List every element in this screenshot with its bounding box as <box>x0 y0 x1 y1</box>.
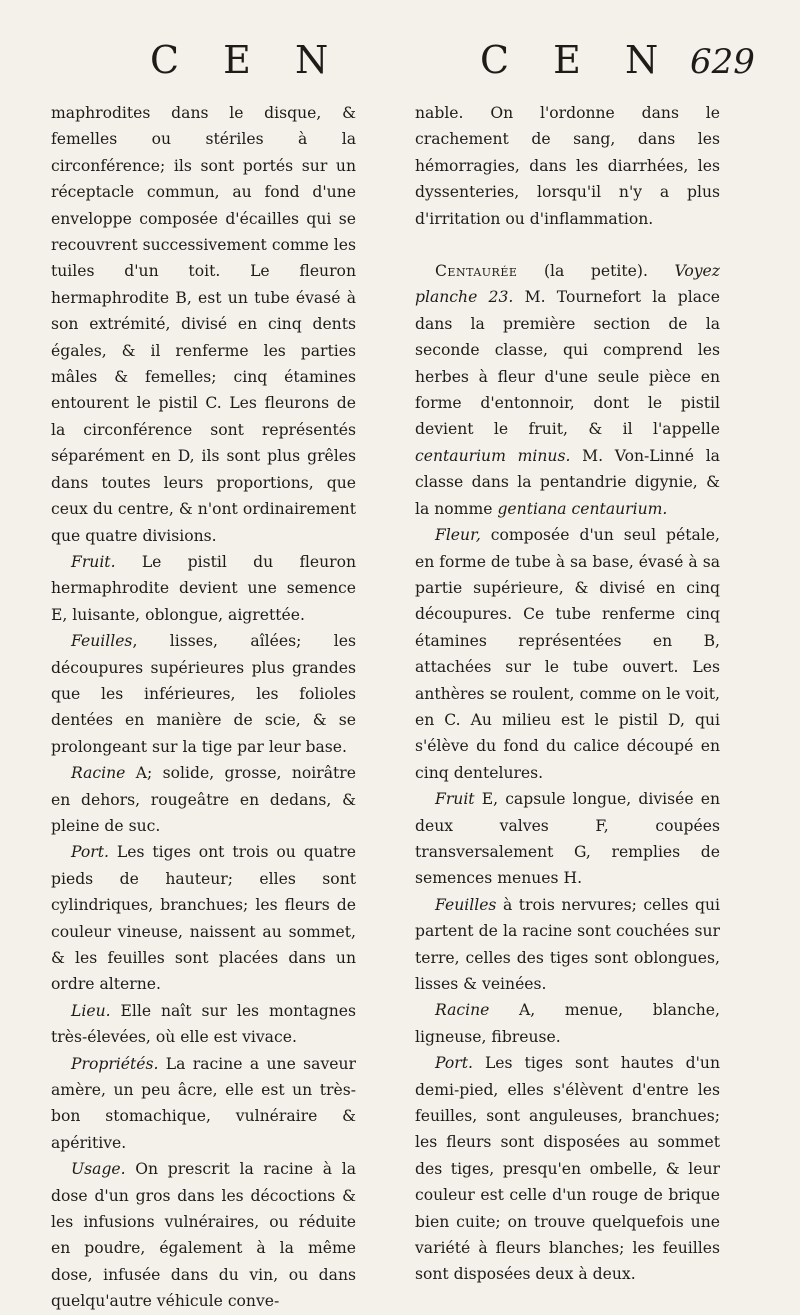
paragraph-lieu <box>51 998 356 1051</box>
paragraph-description-continued: maphrodites dans le disque, & femelles ou stériles à la circonférence; ils sont portés sur un réceptacle commun, au fond d'une enveloppe composée d'écailles qui se recouvrent successivement comme les tuiles d'un toit. Le fleuron hermaphrodite B, est un tube évasé à son extrémité, divisé en cinq dents égales, & il renferme les parties mâles & femelles; cinq étamines entourent le pistil C. Les fleurons de la circonférence sont représentés séparément en D, ils sont plus grêles dans toutes leurs proportions, que ceux du centre, & n'ont ordinairement que quatre divisions. <box>51 104 356 545</box>
text-feuilles-right: à trois nervures; celles qui partent de la racine sont couchées sur terre, celles des tiges sont oblongues, lisses & veinées. <box>415 895 720 993</box>
label-racine-right: Racine <box>435 1001 490 1020</box>
text-fruit-right: E, capsule longue, divisée en deux valves F, coupées transversalement G, remplies de semences menues H. <box>415 790 720 888</box>
text-port: Les tiges ont trois ou quatre pieds de hauteur; elles sont cylindriques, branchues; les fleurs de couleur vineuse, naissent au sommet, & les feuilles sont placées dans un ordre alterne. <box>51 843 356 994</box>
entry-title-rest: (la petite). <box>517 262 648 281</box>
label-fleur: Fleur, <box>435 526 481 545</box>
paragraph-proprietes <box>51 1051 356 1157</box>
paragraph-port-right <box>415 1050 720 1288</box>
label-lieu: Lieu. <box>71 1001 111 1020</box>
page-number: 629 <box>690 42 755 82</box>
header-left-word: C E N <box>150 38 345 82</box>
text-racine-right: A, menue, blanche, ligneuse, fibreuse. <box>415 1001 720 1046</box>
label-feuilles: Feuilles <box>71 632 133 651</box>
latin-name-1: centaurium minus. <box>415 446 571 465</box>
text-feuilles: , lisses, aîlées; les découpures supérieures plus grandes que les inférieures, les folioles dentées en manière de scie, & se prolongeant sur la tige par leur base. <box>51 632 356 756</box>
right-column <box>415 100 720 1288</box>
entry-text-2: M. Von-Linné la classe dans la pentandrie digynie, & la nomme <box>415 446 720 518</box>
left-column <box>51 100 356 1315</box>
text-lieu: Elle naît sur les montagnes très-élevées, où elle est vivace. <box>51 1001 356 1047</box>
paragraph-racine-right <box>415 997 720 1050</box>
label-feuilles-right: Feuilles <box>435 895 497 914</box>
text-proprietes: La racine a une saveur amère, un peu âcre, elle est un très-bon stomachique, vulnéraire & apéritive. <box>51 1054 356 1152</box>
text-fruit: Le pistil du fleuron hermaphrodite devient une semence E, luisante, oblongue, aigrettée. <box>51 552 356 624</box>
paragraph-usage <box>51 1156 356 1314</box>
paragraph-feuilles-right <box>415 892 720 998</box>
entry-title: Centaurée <box>435 262 518 281</box>
paragraph-usage-continued: nable. On l'ordonne dans le crachement de sang, dans les hémorragies, dans les diarrhées, les dyssenteries, lorsqu'il n'y a plus d'irritation ou d'inflammation. <box>415 104 720 228</box>
label-racine: Racine <box>71 764 126 783</box>
paragraph-fleur <box>415 522 720 786</box>
label-port: Port. <box>71 843 109 862</box>
plate-reference: Voyez planche 23. <box>415 262 720 307</box>
entry-text-1: M. Tournefort la place dans la première section de la seconde classe, qui comprend les herbes à fleur d'une seule pièce en forme d'entonnoir, dont le pistil devient le fruit, & il l'appelle <box>415 288 720 439</box>
entry-centauree <box>415 258 720 522</box>
text-port-right: Les tiges sont hautes d'un demi-pied, elles s'élèvent d'entre les feuilles, sont anguleuses, branchues; les fleurs sont disposées au sommet des tiges, presqu'en ombelle, & leur couleur est celle d'un rouge de brique bien cuite; on trouve quelquefois une variété à fleurs blanches; les feuilles sont disposées deux à deux. <box>415 1054 720 1284</box>
paragraph-fruit <box>51 549 356 628</box>
label-port-right: Port. <box>435 1054 473 1073</box>
paragraph-racine <box>51 760 356 839</box>
label-proprietes: Propriétés. <box>71 1054 159 1073</box>
paragraph-fruit-right <box>415 786 720 892</box>
text-usage: On prescrit la racine à la dose d'un gros dans les décoctions & les infusions vulnéraires, ou réduite en poudre, également à la même dose, infusée dans du vin, ou dans quelqu'autre véhicule conve- <box>51 1160 356 1311</box>
label-usage: Usage. <box>71 1160 126 1179</box>
text-racine: A; solide, grosse, noirâtre en dehors, rougeâtre en dedans, & pleine de suc. <box>51 764 356 835</box>
paragraph-feuilles <box>51 628 356 760</box>
header-right-word: C E N <box>480 38 675 82</box>
latin-name-2: gentiana centaurium. <box>497 499 668 518</box>
label-fruit-right: Fruit <box>435 790 475 809</box>
running-header <box>0 38 800 98</box>
paragraph-port <box>51 839 356 997</box>
text-fleur: composée d'un seul pétale, en forme de tube à sa base, évasé à sa partie supérieure, & divisé en cinq découpures. Ce tube renferme cinq étamines représentées en B, attachées sur le tube ouvert. Les anthères se roulent, comme on le voit, en C. Au milieu est le pistil D, qui s'élève du fond du calice découpé en cinq dentelures. <box>415 526 720 782</box>
label-fruit: Fruit. <box>71 552 116 571</box>
